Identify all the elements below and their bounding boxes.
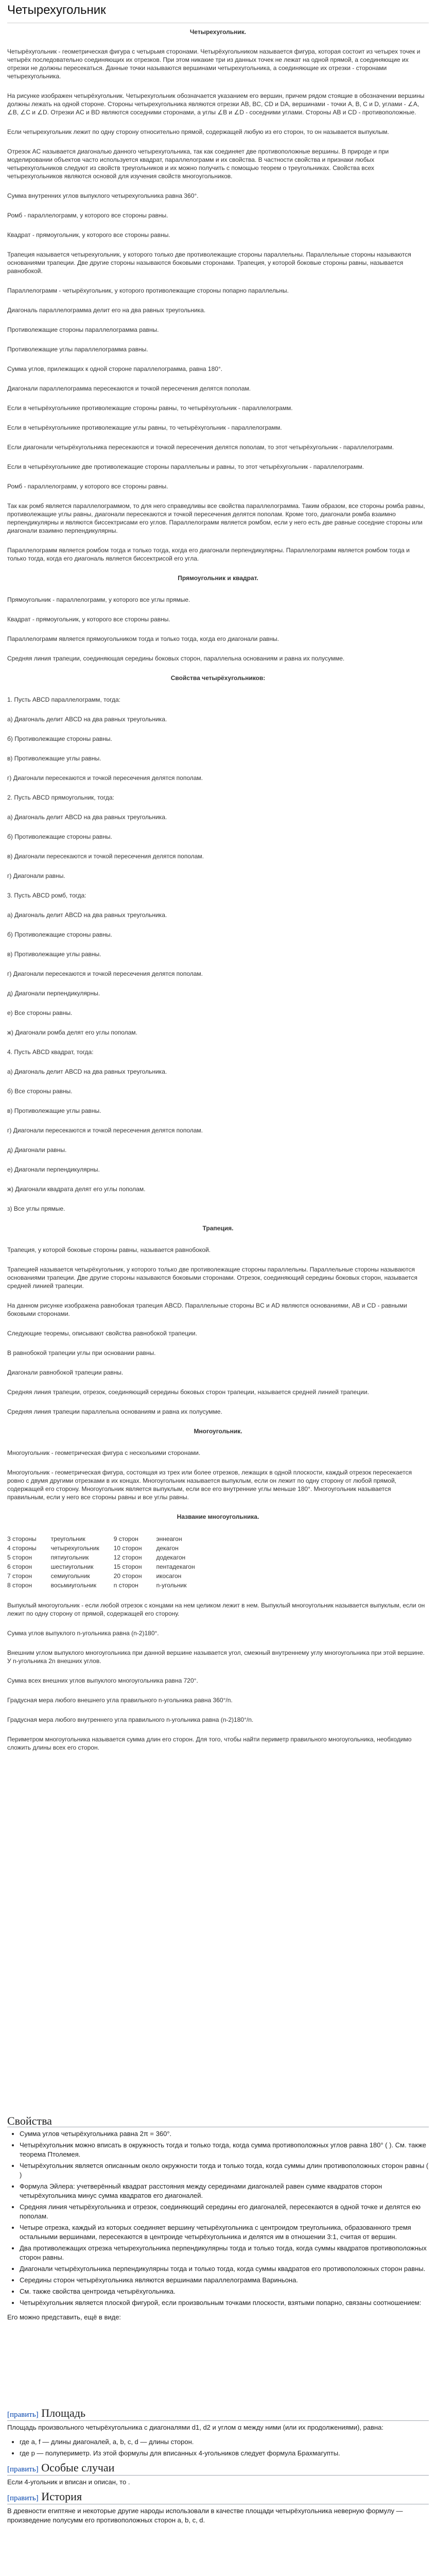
article-paragraph: Отрезок AC называется диагональю данного четырехугольника, так как соединяет две противоположные вершины. В природе и при моделировании объектов часто используется квадрат, параллелограмм и их свойства. В частности свойства и признаки любых четырехугольников следуют из свойств треугольников и их можно получить с помощью теорем о треугольниках. Свойства всех четырехугольников являются основой для изучения свойств многоугольников.	[7, 148, 389, 180]
article-paragraph: На данном рисунке изображена равнобокая трапеция ABCD. Параллельные стороны BC и AD являются основаниями, AB и CD - равными боковыми сторонами.	[7, 1302, 407, 1317]
table-cell: 4 стороны	[7, 1545, 37, 1552]
area-list	[7, 2437, 429, 2458]
article-paragraph: Если в четырёхугольнике две противолежащие стороны параллельны и равны, то этот четырёхугольник - параллелограмм.	[7, 463, 364, 470]
table-cell: n сторон	[113, 1582, 138, 1589]
article-paragraph: Градусная мера любого внутреннего угла правильного n-угольника равна (n-2)180°/n.	[7, 1716, 254, 1723]
table-cell: 20 сторон	[113, 1572, 142, 1580]
article-paragraph: б) Противолежащие стороны равны.	[7, 931, 112, 938]
article-paragraph: Диагонали равнобокой трапеции равны.	[7, 1369, 124, 1376]
article-paragraph: Средняя линия трапеции, соединяющая середины боковых сторон, параллельна основаниям и равна их полусумме.	[7, 655, 345, 662]
article-paragraph: Трапеция называется четырехугольник, у которого только две противолежащие стороны параллельны. Параллельные стороны называются основаниями трапеции. Две другие стороны называются боковыми сторонами. Трапеция, у которой боковые стороны равны, называется равнобокой.	[7, 251, 411, 275]
article-paragraph: В равнобокой трапеции углы при основании равны.	[7, 1349, 156, 1357]
table-cell: четырехугольник	[50, 1545, 99, 1552]
article-paragraph: Параллелограмм - четырёхугольник, у которого противолежащие стороны попарно параллельны.	[7, 287, 289, 294]
special-text: Если 4-угольник и вписан и описан, то .	[7, 2478, 130, 2486]
article-paragraph: Параллелограмм является прямоугольником тогда и только тогда, когда его диагонали равны.	[7, 635, 280, 642]
article-paragraph: Сумма внутренних углов выпуклого четырехугольника равна 360°.	[7, 192, 199, 199]
table-cell: n-угольник	[156, 1582, 187, 1589]
article-paragraph: Многоугольник.	[194, 1428, 242, 1435]
edit-link[interactable]: [править]	[7, 2411, 39, 2419]
table-cell: 3 стороны	[7, 1535, 37, 1543]
polygon-names-table	[7, 1534, 210, 1590]
table-cell: додекагон	[156, 1554, 186, 1561]
table-cell: восьмиугольник	[50, 1582, 97, 1589]
article-paragraph: г) Диагонали пересекаются и точкой пересечения делятся пополам.	[7, 970, 203, 977]
article-paragraph: д) Диагонали равны.	[7, 1146, 67, 1154]
property-item: • Четырёхугольник является описанным около окружности тогда и только тогда, когда суммы длин противоположных сторон равны ( )	[20, 2161, 429, 2180]
area-intro: Площадь произвольного четырёхугольника с диагоналями d1, d2 и углом α между ними (или их продолжениями), равна:	[7, 2424, 383, 2431]
article-paragraph: Диагонали параллелограмма пересекаются и точкой пересечения делятся пополам.	[7, 385, 251, 392]
table-cell: треугольник	[50, 1535, 85, 1543]
article-paragraph: а) Диагональ делит ABCD на два равных треугольника.	[7, 716, 167, 723]
article-paragraph: Внешним углом выпуклого многоугольника при данной вершине называется угол, смежный внутреннему углу многоугольника при этой вершине. У n-угольника 2n внешних углов.	[7, 1649, 425, 1665]
table-row	[7, 1562, 210, 1571]
table-cell: семиугольник	[50, 1572, 90, 1580]
article-paragraph: ж) Диагонали ромба делят его углы пополам.	[7, 1029, 137, 1036]
article-paragraph: в) Противолежащие углы равны.	[7, 951, 101, 958]
article-paragraph: Прямоугольник - параллелограмм, у которого все углы прямые.	[7, 596, 190, 603]
table-cell: 12 сторон	[113, 1554, 142, 1561]
property-item: • Середины сторон четырёхугольника являются вершинами параллелограмма Вариньона.	[20, 2276, 429, 2285]
property-item: • Формула Эйлера: учетверённый квадрат расстояния между серединами диагоналей равен сумме квадратов сторон четырёхугольника минус сумма квадратов его диагоналей.	[20, 2182, 429, 2200]
article-paragraph: б) Все стороны равны.	[7, 1088, 73, 1095]
property-item: • Четыре отрезка, каждый из которых соединяет вершину четырёхугольника с центроидом треугольника, образованного тремя остальными вершинами, пересекаются в центроиде четырёхугольника и делятся им в отношении 3:1, считая от вершин.	[20, 2223, 429, 2242]
table-cell: шестиугольник	[50, 1563, 94, 1570]
article-paragraph: Противолежащие углы параллелограмма равны.	[7, 346, 148, 353]
article-paragraph: б) Противолежащие стороны равны.	[7, 833, 112, 840]
article-paragraph: Средняя линия трапеции, отрезок, соединяющий середины боковых сторон трапеции, называется средней линией трапеции.	[7, 1388, 369, 1396]
article-paragraph: Прямоугольник и квадрат.	[178, 574, 258, 582]
article-paragraph: Трапецией называется четырёхугольник, у которого только две противолежащие стороны параллельны. Параллельные стороны называются основаниями трапеции. Две другие стороны называются боковыми сторонами. Отрезок, соединяющий середины боковых сторон, называется средней линией трапеции.	[7, 1266, 417, 1290]
article-paragraph: а) Диагональ делит ABCD на два равных треугольника.	[7, 1068, 167, 1075]
article-paragraph: Сумма углов, прилежащих к одной стороне параллелограмма, равна 180°.	[7, 365, 223, 372]
article-paragraph: Периметром многоугольника называется сумма длин его сторон. Для того, чтобы найти периметр правильного многоугольника, необходимо сложить длины всех его сторон.	[7, 1736, 412, 1751]
article-tail	[7, 1601, 429, 1752]
property-item: • Четырёхугольник можно вписать в окружность тогда и только тогда, когда сумма противоположных углов равна 180° ( ). См. также теорема Птолемея.	[20, 2141, 429, 2159]
properties-list	[7, 2129, 429, 2308]
article-paragraph: д) Диагонали перпендикулярны.	[7, 990, 100, 997]
table-cell: декагон	[156, 1545, 179, 1552]
table-row	[7, 1553, 210, 1562]
article-paragraph: в) Противолежащие углы равны.	[7, 755, 101, 762]
section-title: Площадь	[41, 2406, 85, 2419]
edit-link[interactable]: [править]	[7, 2465, 39, 2473]
article-paragraph: г) Диагонали пересекаются и точкой пересечения делятся пополам.	[7, 774, 203, 782]
article-paragraph: Если четырехугольник лежит по одну сторону относительно прямой, содержащей любую из его сторон, то он называется выпуклым.	[7, 128, 389, 135]
article-paragraph: Следующие теоремы, описывают свойства равнобокой трапеции.	[7, 1330, 197, 1337]
article-paragraph: г) Диагонали пересекаются и точкой пересечения делятся пополам.	[7, 1127, 203, 1134]
article-paragraph: 2. Пусть ABCD прямоугольник, тогда:	[7, 794, 114, 801]
area-item: • где a, f — длины диагоналей, a, b, c, d — длины сторон.	[20, 2437, 429, 2447]
edit-link[interactable]: [править]	[7, 2494, 39, 2502]
table-cell: 6 сторон	[7, 1563, 32, 1570]
history-text: В древности египтяне и некоторые другие народы использовали в качестве площади четырёхугольника неверную формулу — произведение полусумм его противоположных сторон a, b, c, d.	[7, 2507, 403, 2524]
article-paragraph: Четырёхугольник - геометрическая фигура с четырьмя сторонами. Четырёхугольником называется фигура, которая состоит из четырех точек и четырёх последовательно соединяющих их отрезков. При этом никакие три из данных точек не лежат на одной прямой, а соединяющие их отрезки не должны пересекаться. Данные точки называются вершинами четырехугольника, а соединяющие их отрезки - сторонами четырехугольника.	[7, 48, 421, 80]
formula-space	[7, 2327, 429, 2404]
table-cell: 9 сторон	[113, 1535, 138, 1543]
section-title: Особые случаи	[41, 2461, 115, 2474]
article-paragraph: в) Диагонали пересекаются и точкой пересечения делятся пополам.	[7, 853, 204, 860]
article-paragraph: г) Диагонали равны.	[7, 872, 65, 879]
article-paragraph: На рисунке изображен четырёхугольник. Четырехугольник обозначается указанием его вершин, причем рядом стоящие в обозначении вершины должны лежать на одной стороне. Стороны четырехугольника являются отрезки AB, BC, CD и DA, вершинами - точки A, B, C и D, углами - ∠A, ∠B, ∠C и ∠D. Отрезки AC и BD являются соседними сторонами, а углы ∠B и ∠D - соседними углами. Стороны AB и CD - противоположные.	[7, 92, 425, 116]
page-header	[0, 0, 436, 20]
article-paragraph: Ромб - параллелограмм, у которого все стороны равны.	[7, 483, 168, 490]
property-item: • Сумма углов четырёхугольника равна 2π = 360°.	[20, 2129, 429, 2139]
section-title: Свойства	[7, 2114, 52, 2127]
article-paragraph: Многоугольник - геометрическая фигура с несколькими сторонами.	[7, 1449, 201, 1456]
article-paragraph: а) Диагональ делит ABCD на два равных треугольника.	[7, 911, 167, 919]
article-paragraph: Сумма углов выпуклого n-угольника равна (n-2)180°.	[7, 1630, 159, 1637]
table-cell: пятиугольник	[50, 1554, 89, 1561]
article-paragraph: Квадрат - прямоугольник, у которого все стороны равны.	[7, 231, 170, 239]
area-item: • где p — полупериметр. Из этой формулы для вписанных 4-угольников следует формула Брахмагупты.	[20, 2449, 429, 2458]
section-heading-history	[7, 2492, 429, 2504]
page-title: Четырехугольник	[7, 3, 106, 17]
table-cell: 10 сторон	[113, 1545, 142, 1552]
table-cell: пентадекагон	[156, 1563, 195, 1570]
property-item: • Четырёхугольник является плоской фигурой, если произвольным точками плоскости, взятыми попарно, связаны соотношением:	[20, 2298, 429, 2308]
article-paragraph: е) Диагонали перпендикулярны.	[7, 1166, 100, 1173]
section-heading-special	[7, 2463, 429, 2476]
article-paragraph: Многоугольник - геометрическая фигура, состоящая из трех или более отрезков, лежащих в одной плоскости, каждый отрезок пересекается ровно с двумя другими отрезками в их концах. Многоугольник называется выпуклым, если он лежит по одну сторону от любой прямой, содержащей его сторону. Многоугольник является выпуклым, если все его внутренние углы меньше 180°. Многоугольник называется правильным, если у него все стороны равны и все углы равны.	[7, 1469, 412, 1501]
table-row	[7, 1534, 210, 1544]
article-paragraph: з) Все углы прямые.	[7, 1205, 65, 1212]
article-paragraph: Сумма всех внешних углов выпуклого многоугольника равна 720°.	[7, 1677, 198, 1684]
table-cell: икосагон	[156, 1572, 182, 1580]
article-paragraph: Градусная мера любого внешнего угла правильного n-угольника равна 360°/n.	[7, 1697, 233, 1704]
section-heading-area	[7, 2406, 429, 2421]
article-paragraph: Трапеция, у которой боковые стороны равны, называется равнобокой.	[7, 1246, 211, 1253]
property-item: • См. также свойства центроида четырёхугольника.	[20, 2287, 429, 2296]
article-paragraph: ж) Диагонали квадрата делят его углы пополам.	[7, 1185, 146, 1193]
table-cell: 15 сторон	[113, 1563, 142, 1570]
section-title: История	[41, 2490, 82, 2503]
article-paragraph: Ромб - параллелограмм, у которого все стороны равны.	[7, 212, 168, 219]
article-paragraph: б) Противолежащие стороны равны.	[7, 735, 112, 742]
article-paragraph: Квадрат - прямоугольник, у которого все стороны равны.	[7, 616, 170, 623]
article-paragraph: в) Противолежащие углы равны.	[7, 1107, 101, 1114]
article-paragraph: Если диагонали четырёхугольника пересекаются и точкой пересечения делятся пополам, то этот четырёхугольник - параллелограмм.	[7, 444, 394, 451]
article-paragraph: Если в четырёхугольнике противолежащие стороны равны, то четырёхугольник - параллелограмм.	[7, 404, 293, 412]
table-row	[7, 1571, 210, 1581]
article-paragraph: 4. Пусть ABCD квадрат, тогда:	[7, 1048, 94, 1056]
table-cell: эннеагон	[156, 1535, 182, 1543]
table-row	[7, 1544, 210, 1553]
article-paragraph: Средняя линия трапеции параллельна основаниям и равна их полусумме.	[7, 1408, 222, 1415]
article-paragraph: Параллелограмм является ромбом тогда и только тогда, когда его диагонали перпендикулярны. Параллелограмм является ромбом тогда и только тогда, когда его диагональ является биссектрисой его угла.	[7, 547, 410, 562]
property-item: • Диагонали четырёхугольника перпендикулярны тогда и только тогда, когда суммы квадратов его противоположных сторон равны.	[20, 2264, 429, 2274]
table-cell: 8 сторон	[7, 1582, 32, 1589]
article-heading: Четырехугольник.	[189, 28, 247, 36]
table-cell: 5 сторон	[7, 1554, 32, 1561]
wiki-section	[7, 2112, 429, 2576]
property-item: • Средняя линия четырёхугольника и отрезок, соединяющий середины его диагоналей, пересекаются в одной точке и делятся ею пополам.	[20, 2202, 429, 2221]
article-paragraph: Выпуклый многоугольник - если любой отрезок с концами на нем целиком лежит в нем. Выпуклый многоугольник называется выпуклым, если он лежит по одну сторону от прямой, содержащей его сторону.	[7, 1602, 425, 1617]
article-paragraph: Диагональ параллелограмма делит его на два равных треугольника.	[7, 307, 206, 314]
article-paragraph: Название многоугольника.	[177, 1513, 259, 1520]
article-paragraph: Если в четырёхугольнике противолежащие углы равны, то четырёхугольник - параллелограмм.	[7, 424, 282, 431]
article-paragraph: 3. Пусть ABCD ромб, тогда:	[7, 892, 86, 899]
article-paragraph: Свойства четырёхугольников:	[170, 674, 266, 682]
main-article	[7, 28, 429, 2109]
article-paragraph: а) Диагональ делит ABCD на два равных треугольника.	[7, 814, 167, 821]
article-paragraph: 1. Пусть ABCD параллелограмм, тогда:	[7, 696, 120, 703]
article-paragraph: Так как ромб является параллелограммом, то для него справедливы все свойства параллелограмма. Таким образом, все стороны ромба равны, противолежащие углы равны, диагонали пересекаются и точкой пересечения делятся пополам. Кроме того, диагонали ромба взаимно перпендикулярны и являются биссектрисами его углов. Параллелограмм является ромбом, если у него есть две равные соседние стороны или диагонали взаимно перпендикулярны.	[7, 502, 425, 534]
table-cell: 7 сторон	[7, 1572, 32, 1580]
article-paragraph: Противолежащие стороны параллелограмма равны.	[7, 326, 159, 333]
table-row	[7, 1581, 210, 1590]
article-body	[7, 47, 429, 1521]
article-paragraph: Трапеция.	[202, 1225, 234, 1232]
article-paragraph: е) Все стороны равны.	[7, 1009, 73, 1016]
alt-representation: Его можно представить, ещё в виде:	[7, 2313, 121, 2321]
section-heading-properties	[7, 2116, 429, 2127]
property-item: • Два противолежащих отрезка четырехугольника перпендикулярны тогда и только тогда, когда суммы квадратов противоположных сторон равны.	[20, 2244, 429, 2262]
